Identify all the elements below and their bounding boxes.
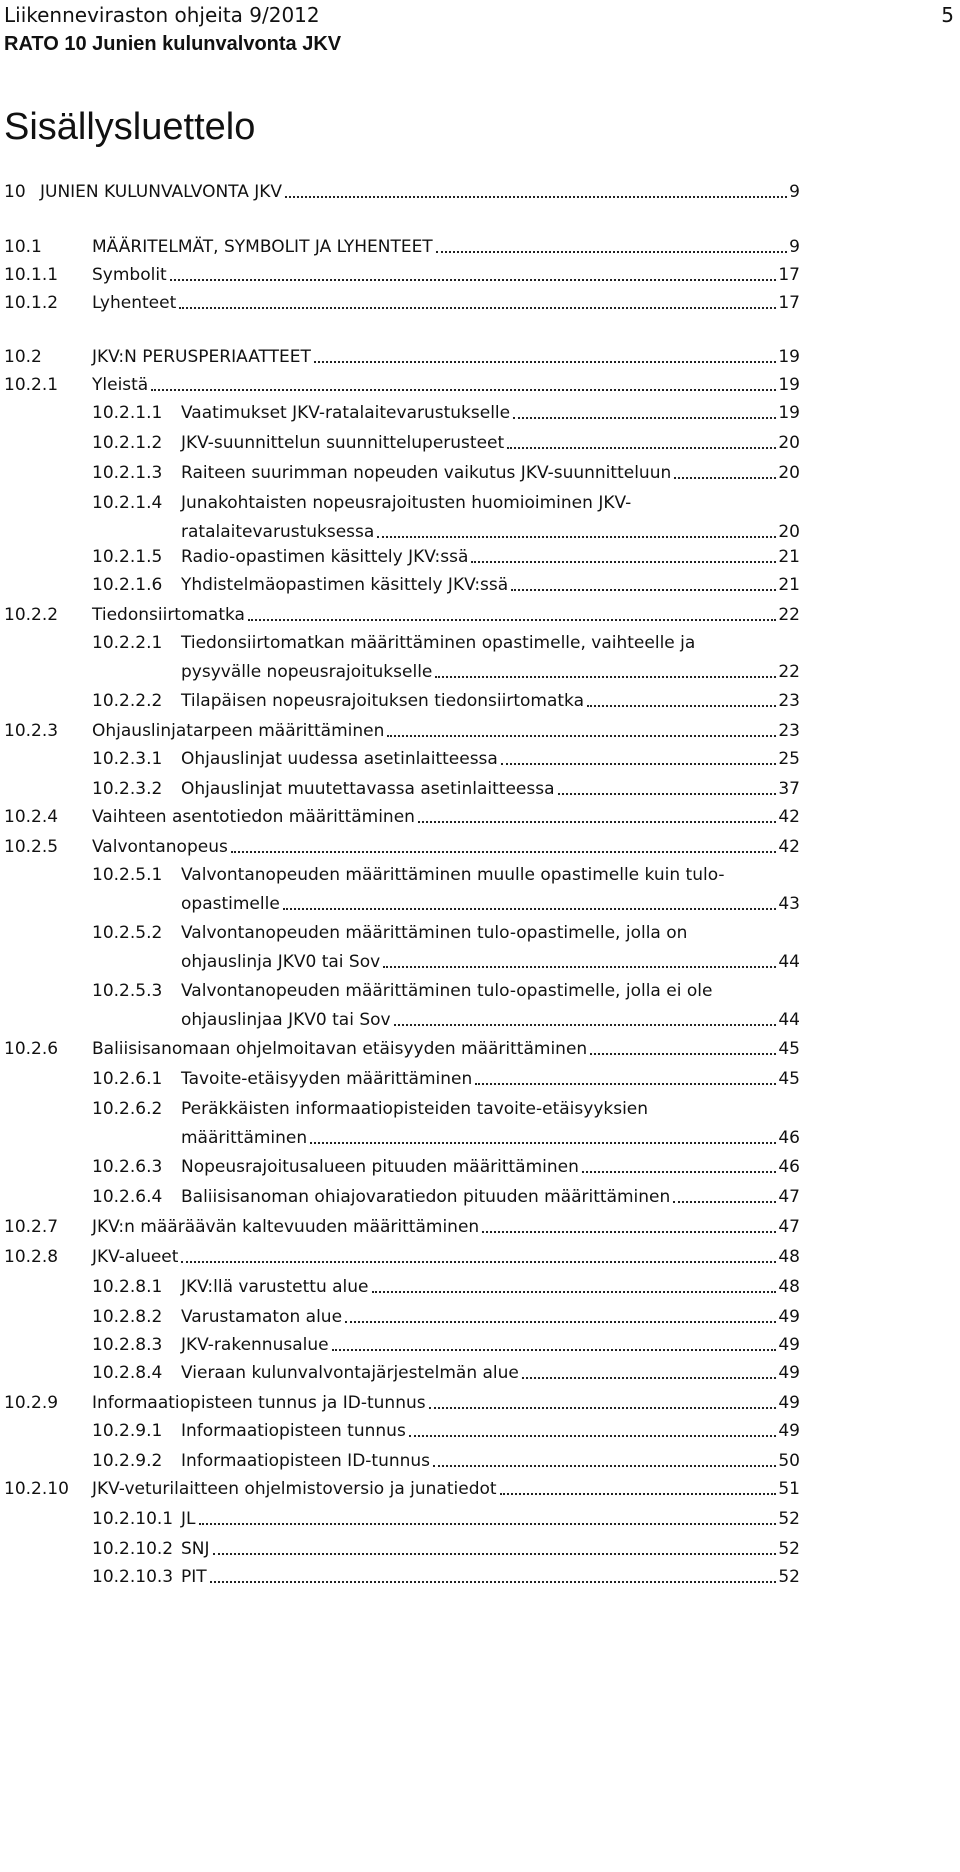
toc-entry-title: JKV:N PERUSPERIAATTEET [92, 347, 311, 367]
dot-leader [170, 279, 777, 281]
toc-entry[interactable] [0, 461, 800, 485]
toc-entry[interactable] [0, 1477, 800, 1501]
dot-leader [522, 1377, 776, 1379]
dot-leader [383, 966, 776, 968]
toc-entry[interactable] [0, 1419, 800, 1443]
toc-entry-number: 10.2.9 [4, 1393, 59, 1413]
toc-entry-page: 49 [778, 1363, 800, 1383]
toc-entry-page: 23 [778, 691, 800, 711]
toc-entry-number: 10.2.4 [4, 807, 59, 827]
toc-entry[interactable] [0, 401, 800, 425]
toc-entry-number: 10.2.10 [4, 1479, 69, 1499]
toc-entry-title: pysyvälle nopeusrajoitukselle [181, 662, 433, 682]
toc-entry[interactable] [0, 1507, 800, 1531]
toc-entry[interactable] [0, 719, 800, 743]
dot-leader [482, 1231, 776, 1233]
toc-entry-title: Yleistä [92, 375, 149, 395]
toc-entry-number: 10.2.1.6 [92, 575, 163, 595]
toc-entry-page: 49 [778, 1393, 800, 1413]
dot-leader [377, 536, 776, 538]
toc-entry-page: 49 [778, 1307, 800, 1327]
dot-leader [587, 705, 776, 707]
toc-entry[interactable] [0, 863, 800, 916]
toc-entry-page: 47 [778, 1217, 800, 1237]
dot-leader [590, 1053, 776, 1055]
toc-entry-number: 10.2.5.1 [92, 865, 163, 885]
toc-entry-number: 10.2.6.1 [92, 1069, 163, 1089]
toc-entry-title: opastimelle [181, 894, 280, 914]
toc-entry-page: 37 [778, 779, 800, 799]
toc-entry-number: 10.2.9.2 [92, 1451, 163, 1471]
toc-entry[interactable] [0, 979, 800, 1032]
toc-entry[interactable] [0, 1215, 800, 1239]
dot-leader [213, 1553, 777, 1555]
toc-entry-number: 10.2.8 [4, 1247, 59, 1267]
toc-entry-page: 21 [778, 575, 800, 595]
toc-entry-number: 10.1.1 [4, 265, 59, 285]
toc-entry-page: 44 [778, 952, 800, 972]
toc-entry-page: 46 [778, 1128, 800, 1148]
toc-entry-number: 10.2.3.2 [92, 779, 163, 799]
toc-entry-title: Tiedonsiirtomatkan määrittäminen opastimelle, vaihteelle ja [181, 633, 696, 653]
toc-entry-number: 10.1 [4, 237, 42, 257]
toc-entry-title: Ohjauslinjat muutettavassa asetinlaitteessa [181, 779, 555, 799]
toc-entry[interactable] [0, 921, 800, 974]
toc-entry-title: Ohjauslinjatarpeen määrittäminen [92, 721, 385, 741]
toc-entry-number: 10.2.1 [4, 375, 59, 395]
toc-entry-title: Informaatiopisteen ID-tunnus [181, 1451, 431, 1471]
toc-entry[interactable] [0, 1275, 800, 1299]
toc-entry[interactable] [0, 263, 800, 287]
toc-entry[interactable] [0, 545, 800, 569]
toc-entry[interactable] [0, 1537, 800, 1561]
dot-leader [199, 1523, 777, 1525]
toc-entry-page: 52 [778, 1509, 800, 1529]
toc-entry-page: 25 [778, 749, 800, 769]
toc-entry-title: Symbolit [92, 265, 167, 285]
toc-entry[interactable] [0, 777, 800, 801]
dot-leader [387, 735, 776, 737]
toc-entry-page: 22 [778, 605, 800, 625]
toc-entry-page: 22 [778, 662, 800, 682]
toc-entry-title: PIT [181, 1567, 207, 1587]
toc-entry[interactable] [0, 431, 800, 455]
toc-entry-title: JKV-rakennusalue [181, 1335, 329, 1355]
toc-entry-title: MÄÄRITELMÄT, SYMBOLIT JA LYHENTEET [92, 237, 433, 257]
toc-entry[interactable] [0, 1037, 800, 1061]
toc-entry-number: 10.2.2 [4, 605, 59, 625]
toc-entry[interactable] [0, 1097, 800, 1150]
toc-entry[interactable] [0, 1305, 800, 1329]
toc-entry-page: 48 [778, 1277, 800, 1297]
toc-entry-number: 10.2.8.2 [92, 1307, 163, 1327]
dot-leader [436, 251, 787, 253]
toc-entry-number: 10 [4, 182, 26, 202]
toc-entry-number: 10.1.2 [4, 293, 59, 313]
dot-leader [372, 1291, 777, 1293]
toc-entry-title: SNJ [181, 1539, 210, 1559]
toc-entry-title: Valvontanopeuden määrittäminen tulo-opastimelle, jolla on [181, 923, 688, 943]
dot-leader [409, 1435, 777, 1437]
toc-entry-page: 17 [778, 265, 800, 285]
toc-entry[interactable] [0, 291, 800, 315]
toc-entry[interactable] [0, 835, 800, 859]
toc-entry-number: 10.2.1.5 [92, 547, 163, 567]
toc-entry-page: 46 [778, 1157, 800, 1177]
toc-entry-title: Tilapäisen nopeusrajoituksen tiedonsiirtomatka [181, 691, 585, 711]
dot-leader [674, 477, 776, 479]
toc-entry-title: Valvontanopeus [92, 837, 228, 857]
toc-entry-page: 19 [778, 403, 800, 423]
toc-entry-title: JL [181, 1509, 196, 1529]
toc-entry-page: 48 [778, 1247, 800, 1267]
toc-entry[interactable] [0, 1449, 800, 1473]
dot-leader [310, 1142, 776, 1144]
dot-leader [582, 1171, 776, 1173]
dot-leader [507, 447, 776, 449]
toc-entry[interactable] [0, 805, 800, 829]
toc-entry[interactable] [0, 235, 800, 259]
toc-entry[interactable] [0, 1185, 800, 1209]
toc-entry-title: JKV:llä varustettu alue [181, 1277, 369, 1297]
toc-entry-page: 20 [778, 522, 800, 542]
toc-entry[interactable] [0, 1333, 800, 1357]
toc-entry-title: JUNIEN KULUNVALVONTA JKV [40, 182, 283, 202]
toc-entry-number: 10.2.2.1 [92, 633, 163, 653]
toc-entry-number: 10.2.2.2 [92, 691, 163, 711]
dot-leader [210, 1581, 777, 1583]
dot-leader [179, 307, 776, 309]
page-number: 5 [941, 3, 954, 27]
dot-leader [511, 589, 776, 591]
toc-entry-title: JKV-suunnittelun suunnitteluperusteet [181, 433, 505, 453]
toc-entry-page: 9 [789, 237, 800, 257]
dot-leader [394, 1024, 777, 1026]
running-header-title: RATO 10 Junien kulunvalvonta JKV [4, 33, 342, 55]
toc-entry-title: Radio-opastimen käsittely JKV:ssä [181, 547, 469, 567]
toc-entry-number: 10.2.6 [4, 1039, 59, 1059]
toc-entry-page: 44 [778, 1010, 800, 1030]
toc-entry-number: 10.2.3 [4, 721, 59, 741]
dot-leader [283, 908, 777, 910]
toc-entry-title: JKV:n määräävän kaltevuuden määrittäminen [92, 1217, 480, 1237]
dot-leader [471, 561, 776, 563]
toc-entry-title: Informaatiopisteen tunnus [181, 1421, 406, 1441]
toc-entry-title: Tiedonsiirtomatka [92, 605, 245, 625]
toc-entry-title: JKV-veturilaitteen ohjelmistoversio ja junatiedot [92, 1479, 497, 1499]
toc-entry[interactable] [0, 1361, 800, 1385]
toc-entry[interactable] [0, 491, 800, 544]
dot-leader [345, 1321, 776, 1323]
toc-entry-title: Nopeusrajoitusalueen pituuden määrittäminen [181, 1157, 579, 1177]
dot-leader [501, 763, 777, 765]
dot-leader [558, 793, 777, 795]
dot-leader [248, 619, 776, 621]
dot-leader [181, 1261, 776, 1263]
toc-entry-page: 17 [778, 293, 800, 313]
toc-entry-page: 52 [778, 1539, 800, 1559]
toc-entry-page: 49 [778, 1421, 800, 1441]
toc-entry-number: 10.2.10.1 [92, 1509, 174, 1529]
toc-entry-title: Baliisisanoman ohiajovaratiedon pituuden määrittäminen [181, 1187, 671, 1207]
toc-entry-title: Vieraan kulunvalvontajärjestelmän alue [181, 1363, 519, 1383]
toc-entry-page: 21 [778, 547, 800, 567]
toc-entry-page: 50 [778, 1451, 800, 1471]
toc-entry-title: Peräkkäisten informaatiopisteiden tavoite-etäisyyksien [181, 1099, 649, 1119]
toc-entry-number: 10.2.1.4 [92, 493, 163, 513]
toc-entry-title: ratalaitevarustuksessa [181, 522, 375, 542]
toc-entry[interactable] [0, 573, 800, 597]
toc-entry[interactable] [0, 1155, 800, 1179]
toc-entry-number: 10.2.5 [4, 837, 59, 857]
toc-entry-title: Vaihteen asentotiedon määrittäminen [92, 807, 415, 827]
toc-entry-number: 10.2.10.2 [92, 1539, 174, 1559]
toc-entry-page: 9 [789, 182, 800, 202]
dot-leader [433, 1465, 776, 1467]
toc-entry[interactable] [0, 1067, 800, 1091]
toc-entry-number: 10.2 [4, 347, 42, 367]
toc-entry-page: 47 [778, 1187, 800, 1207]
toc-entry-title: ohjauslinja JKV0 tai Sov [181, 952, 381, 972]
toc-entry-page: 42 [778, 807, 800, 827]
toc-entry-title: JKV-alueet [92, 1247, 179, 1267]
toc-entry-page: 43 [778, 894, 800, 914]
toc-title: Sisällysluettelo [4, 106, 256, 148]
toc-entry-number: 10.2.3.1 [92, 749, 163, 769]
dot-leader [513, 417, 776, 419]
toc-entry-number: 10.2.8.3 [92, 1335, 163, 1355]
toc-entry-number: 10.2.6.4 [92, 1187, 163, 1207]
toc-entry-title: Vaatimukset JKV-ratalaitevarustukselle [181, 403, 511, 423]
toc-entry-page: 49 [778, 1335, 800, 1355]
toc-entry-number: 10.2.8.1 [92, 1277, 163, 1297]
toc-entry-title: Junakohtaisten nopeusrajoitusten huomioiminen JKV- [181, 493, 632, 513]
dot-leader [500, 1493, 777, 1495]
toc-entry[interactable] [0, 1565, 800, 1589]
toc-entry-number: 10.2.1.2 [92, 433, 163, 453]
toc-entry-number: 10.2.6.3 [92, 1157, 163, 1177]
toc-entry-number: 10.2.5.2 [92, 923, 163, 943]
toc-entry-number: 10.2.8.4 [92, 1363, 163, 1383]
toc-entry-page: 19 [778, 375, 800, 395]
toc-entry-number: 10.2.6.2 [92, 1099, 163, 1119]
toc-entry-page: 51 [778, 1479, 800, 1499]
toc-entry[interactable] [0, 345, 800, 369]
dot-leader [285, 196, 787, 198]
toc-entry-page: 23 [778, 721, 800, 741]
toc-entry-number: 10.2.7 [4, 1217, 59, 1237]
toc-entry[interactable] [0, 603, 800, 627]
toc-entry-title: Yhdistelmäopastimen käsittely JKV:ssä [181, 575, 509, 595]
toc-entry[interactable] [0, 631, 800, 684]
toc-entry-page: 20 [778, 433, 800, 453]
toc-entry[interactable] [0, 1245, 800, 1269]
toc-entry-title: Valvontanopeuden määrittäminen muulle opastimelle kuin tulo- [181, 865, 725, 885]
toc-entry-number: 10.2.1.1 [92, 403, 163, 423]
dot-leader [332, 1349, 777, 1351]
dot-leader [231, 851, 777, 853]
toc-entry[interactable] [0, 373, 800, 397]
toc-entry-page: 19 [778, 347, 800, 367]
toc-entry-title: Raiteen suurimman nopeuden vaikutus JKV-suunnitteluun [181, 463, 672, 483]
toc-entry-number: 10.2.10.3 [92, 1567, 174, 1587]
dot-leader [429, 1407, 777, 1409]
toc-entry[interactable] [0, 180, 800, 204]
toc-entry-title: Valvontanopeuden määrittäminen tulo-opastimelle, jolla ei ole [181, 981, 713, 1001]
toc-entry[interactable] [0, 747, 800, 771]
toc-entry-page: 20 [778, 463, 800, 483]
dot-leader [314, 361, 777, 363]
dot-leader [435, 676, 776, 678]
toc-entry-title: Ohjauslinjat uudessa asetinlaitteessa [181, 749, 498, 769]
dot-leader [418, 821, 776, 823]
toc-entry-page: 42 [778, 837, 800, 857]
toc-entry-page: 45 [778, 1039, 800, 1059]
toc-entry[interactable] [0, 689, 800, 713]
running-header-publisher: Liikenneviraston ohjeita 9/2012 [4, 3, 320, 27]
dot-leader [673, 1201, 776, 1203]
dot-leader [475, 1083, 776, 1085]
toc-entry[interactable] [0, 1391, 800, 1415]
toc-entry-page: 45 [778, 1069, 800, 1089]
toc-entry-title: Varustamaton alue [181, 1307, 343, 1327]
toc-entry-title: Lyhenteet [92, 293, 177, 313]
toc-entry-title: Baliisisanomaan ohjelmoitavan etäisyyden määrittäminen [92, 1039, 588, 1059]
toc-entry-page: 52 [778, 1567, 800, 1587]
toc-entry-title: Informaatiopisteen tunnus ja ID-tunnus [92, 1393, 426, 1413]
toc-entry-number: 10.2.5.3 [92, 981, 163, 1001]
toc-entry-title: ohjauslinjaa JKV0 tai Sov [181, 1010, 391, 1030]
dot-leader [151, 389, 776, 391]
toc-entry-number: 10.2.1.3 [92, 463, 163, 483]
toc-entry-title: Tavoite-etäisyyden määrittäminen [181, 1069, 473, 1089]
toc-entry-title: määrittäminen [181, 1128, 308, 1148]
toc-entry-number: 10.2.9.1 [92, 1421, 163, 1441]
